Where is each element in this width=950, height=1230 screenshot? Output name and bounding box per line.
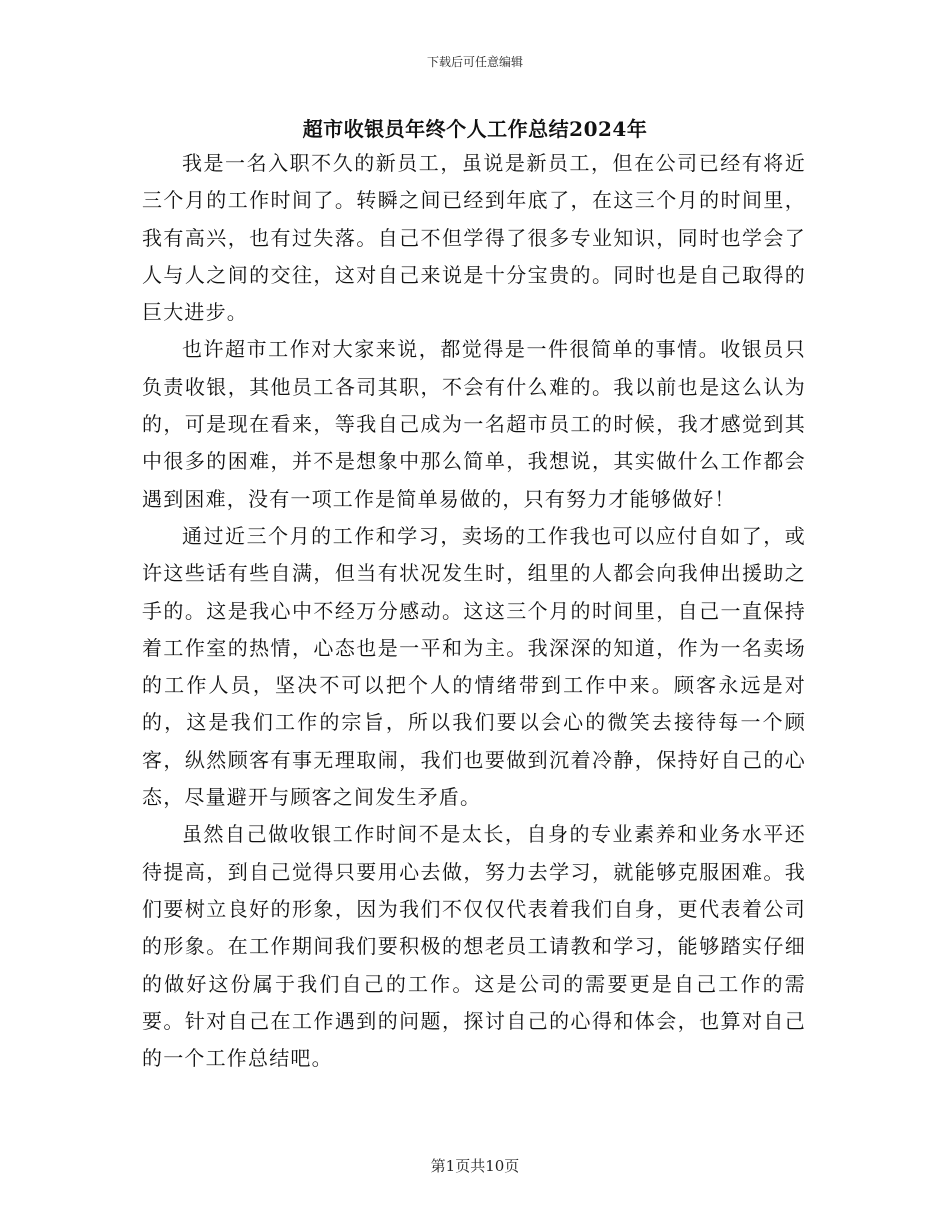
- document-title: 超市收银员年终个人工作总结2024年: [302, 117, 648, 141]
- document-body: [142, 145, 806, 1077]
- page-number-footer: 第1页共10页: [430, 1157, 520, 1175]
- body-paragraph: 也许超市工作对大家来说，都觉得是一件很简单的事情。收银员只负责收银，其他员工各司其职，不会有什么难的。我以前也是这么认为的，可是现在看来，等我自己成为一名超市员工的时候，我才感觉到其中很多的困难，并不是想象中那么简单，我想说，其实做什么工作都会遇到困难，没有一项工作是简单易做的，只有努力才能够做好！: [142, 337, 806, 511]
- header-note: 下载后可任意编辑: [426, 55, 523, 69]
- body-paragraph: 我是一名入职不久的新员工，虽说是新员工，但在公司已经有将近三个月的工作时间了。转瞬之间已经到年底了，在这三个月的时间里，我有高兴，也有过失落。自己不但学得了很多专业知识，同时也学会了人与人之间的交往，这对自己来说是十分宝贵的。同时也是自己取得的巨大进步。: [142, 151, 806, 325]
- body-paragraph: 虽然自己做收银工作时间不是太长，自身的专业素养和业务水平还待提高，到自己觉得只要用心去做，努力去学习，就能够克服困难。我们要树立良好的形象，因为我们不仅仅代表着我们自身，更代表着公司的形象。在工作期间我们要积极的想老员工请教和学习，能够踏实仔细的做好这份属于我们自己的工作。这是公司的需要更是自己工作的需要。针对自己在工作遇到的问题，探讨自己的心得和体会，也算对自己的一个工作总结吧。: [142, 822, 806, 1071]
- body-paragraph: 通过近三个月的工作和学习，卖场的工作我也可以应付自如了，或许这些话有些自满，但当有状况发生时，组里的人都会向我伸出援助之手的。这是我心中不经万分感动。这这三个月的时间里，自己一直保持着工作室的热情，心态也是一平和为主。我深深的知道，作为一名卖场的工作人员，坚决不可以把个人的情绪带到工作中来。顾客永远是对的，这是我们工作的宗旨，所以我们要以会心的微笑去接待每一个顾客，纵然顾客有事无理取闹，我们也要做到沉着冷静，保持好自己的心态，尽量避开与顾客之间发生矛盾。: [142, 523, 806, 810]
